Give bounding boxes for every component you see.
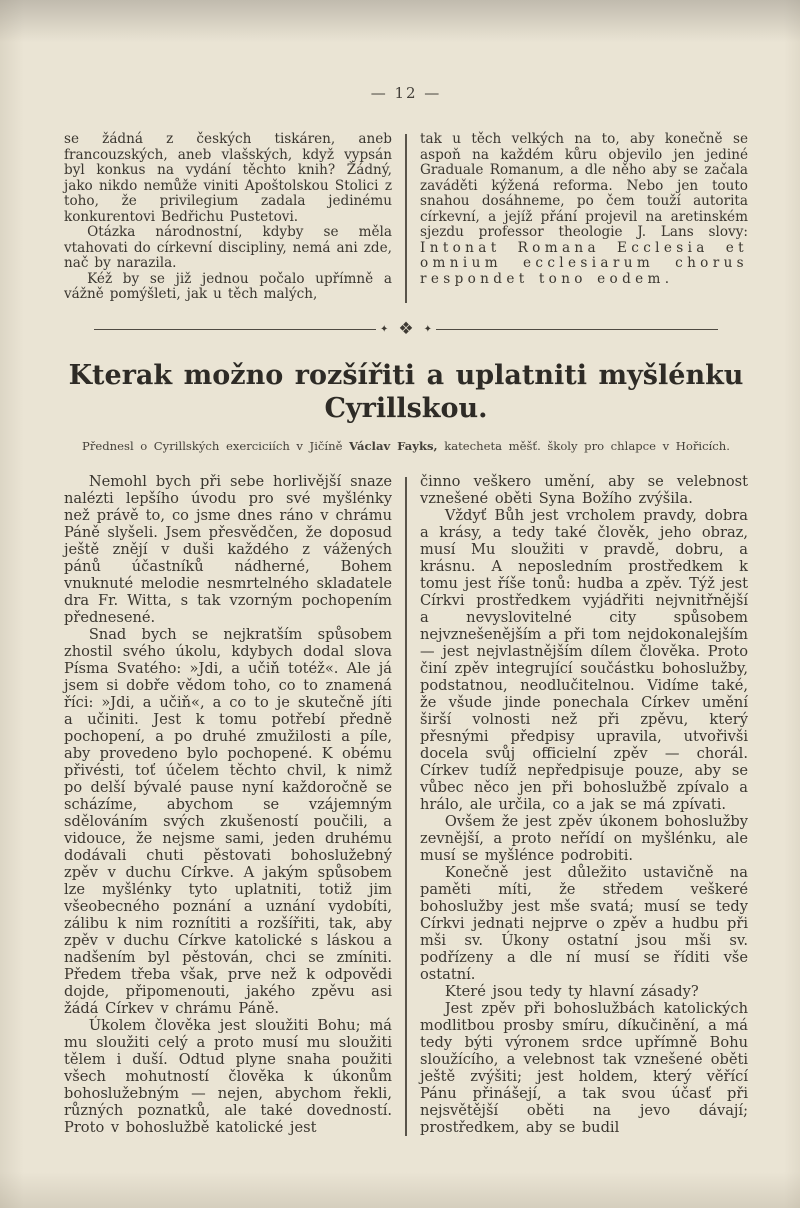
- paragraph: Kéž by se již jednou počalo upřímně a vážně pomýšleti, jak u těch malých,: [64, 270, 392, 302]
- paragraph: Nemohl bych při sebe horlivější snaze nalézti lepšího úvodu pro své myšlénky než právě to, co jsme dnes ráno v chrámu Páně slyšeli. Jsem přesvědčen, že doposud ještě znějí v duši každého z vážených pánů účastníků nádherné, Bohem vnuknuté melodie nesmrtelného skladatele dra Fr. Witta, s tak vzorným pochopením přednesené.: [64, 472, 392, 626]
- column-divider-rule: [405, 134, 407, 303]
- top-right-column: [420, 132, 748, 303]
- article-byline: [64, 439, 748, 453]
- flourish-left-icon: ✦: [379, 323, 389, 335]
- paragraph: se žádná z českých tiskáren, aneb francouzských, aneb vlašských, když vypsán byl konkus na vydání těchto knih? Žádný, jako nikdo nemůže viniti Apoštolskou Stolici z toho, že privilegium zadala jedinému konkurentovi Bedřichu Pustetovi.: [64, 131, 392, 225]
- paragraph-lead: tak u těch velkých na to, aby konečně se aspoň na každém kůru objevilo jen jediné Graduale Romanum, a dle něho aby se začala zaváděti kýžená reforma. Nebo jen touto snahou dosáhneme, po čem touží autorita církevní, a jejíž přání projevil na aretinském sjezdu professor theologie J. Lans slovy:: [420, 131, 748, 240]
- byline-author: Václav Fayks,: [349, 438, 438, 453]
- paragraph: Vždyť Bůh jest vrcholem pravdy, dobra a krásy, a tedy také člověk, jeho obraz, musí Mu sloužiti v pravdě, dobru, a krásnu. A neposledním prostředkem k tomu jest říše tonů: hudba a zpěv. Týž jest Církvi prostředkem vyjádřiti nejvnitřnější a nevyslovitelné city spůsobem nejvznešenějším a při tom nejdokonalejším — jest nejvlastnějším dílem člověka. Proto činí zpěv integrující součástku bohoslužby, podstatnou, neodlučitelnou. Vidíme také, že všude jinde ponechala Církev umění širší volnosti než při zpěvu, který přesnými předpisy upravila, utvořivši docela svůj officielní zpěv — chorál. Církev tudíž nepředpisuje pouze, aby se vůbec něco jen při bohoslužbě zpívalo a hrálo, ale určila, co a jak se má zpívati.: [420, 506, 748, 813]
- paragraph: [420, 132, 748, 287]
- ornament-divider-icon: ❖: [398, 319, 414, 339]
- article-title-line2: Cyrillskou.: [324, 392, 488, 424]
- top-left-column: [64, 132, 392, 303]
- paragraph: činno veškero umění, aby se velebnost vznešené oběti Syna Božího zvýšila.: [420, 472, 748, 507]
- paragraph: Snad bych se nejkratším spůsobem zhostil svého úkolu, kdybych dodal slova Písma Svatého: »Jdi, a učiň totéž«. Ale já jsem si dobře vědom toho, co to znamená říci: »Jdi, a učiň«, a co to je skutečně jíti a učiniti. Jest k tomu potřebí předně pochopení, a po druhé zmužilosti a píle, aby provedeno bylo pochopené. K obému přivésti, toť účelem těchto chvil, k nimž po delší bývalé pause nyní každoročně se scházíme, abychom se vzájemným sdělováním svých zkušeností poučili, a vidouce, že nejsme sami, jeden druhému dodávali chuti pěstovati bohoslužebný zpěv v duchu Církve. A jakým spůsobem lze myšlénky tyto uplatniti, totiž jim všeobecného poznání a uznání vydobíti, zálibu k nim roznítiti a rozšířiti, tak, aby zpěv v duchu Církve katolické s láskou a nadšením byl pěstován, chci se zmíniti. Předem třeba však, prve než k odpovědi dojde, připomenouti, jakého zpěvu asi žádá Církev v chrámu Páně.: [64, 625, 392, 1017]
- byline-prefix: Přednesl o Cyrillských exerciciích v Jičíně: [82, 438, 343, 453]
- paragraph: Jest zpěv při bohoslužbách katolických modlitbou prosby smíru, díkučinění, a má tedy býti výronem srdce upřímně Bohu sloužícího, a velebnost tak vznešené oběti ještě zvýšiti; jest holdem, který věřící Pánu přinášejí, a tak svou účasť při nejsvětější oběti na jevo dávají; prostředkem, aby se budil: [420, 999, 748, 1136]
- paragraph: Konečně jest důležito ustavičně na paměti míti, že středem veškeré bohoslužby jest mše svatá; musí se tedy Církvi jednati nejprve o zpěv a hudbu při mši sv. Úkony ostatní jsou mši sv. podřízeny a dle ní musí se říditi vše ostatní.: [420, 863, 748, 983]
- divider-line-right: [436, 329, 718, 330]
- column-divider-rule: [405, 477, 407, 1136]
- article-body: [64, 473, 748, 1136]
- page-number: — 12 —: [370, 84, 442, 102]
- latin-quote: Intonat Romana Ecclesia et omnium ecclesiarum chorus respondet tono eodem.: [420, 239, 748, 287]
- body-left-column: [64, 473, 392, 1136]
- paragraph: Ovšem že jest zpěv úkonem bohoslužby zevnější, a proto neřídí on myšlénku, ale musí se myšlénce podrobiti.: [420, 812, 748, 864]
- ornament-divider: [94, 317, 718, 343]
- paragraph: Které jsou tedy ty hlavní zásady?: [444, 982, 699, 1000]
- divider-line-left: [94, 329, 376, 330]
- previous-article-continuation: [64, 132, 748, 303]
- paragraph: Úkolem člověka jest sloužiti Bohu; má mu sloužiti celý a proto musí mu sloužiti tělem i duší. Odtud plyne snaha použiti všech mohutností člověka k úkonům bohoslužebným — nejen, abychom řekli, různých poznatků, ale také dovedností. Proto v bohoslužbě katolické jest: [64, 1016, 392, 1136]
- byline-suffix: katecheta měšť. školy pro chlapce v Hořicích.: [444, 438, 730, 453]
- flourish-right-icon: ✦: [423, 323, 433, 335]
- body-right-column: [420, 473, 748, 1136]
- paragraph: Otázka národnostní, kdyby se měla vtahovati do církevní discipliny, nemá ani zde, nač by narazila.: [64, 224, 392, 271]
- article-title: [64, 359, 748, 425]
- article-title-line1: Kterak možno rozšířiti a uplatniti myšlénku: [68, 359, 744, 391]
